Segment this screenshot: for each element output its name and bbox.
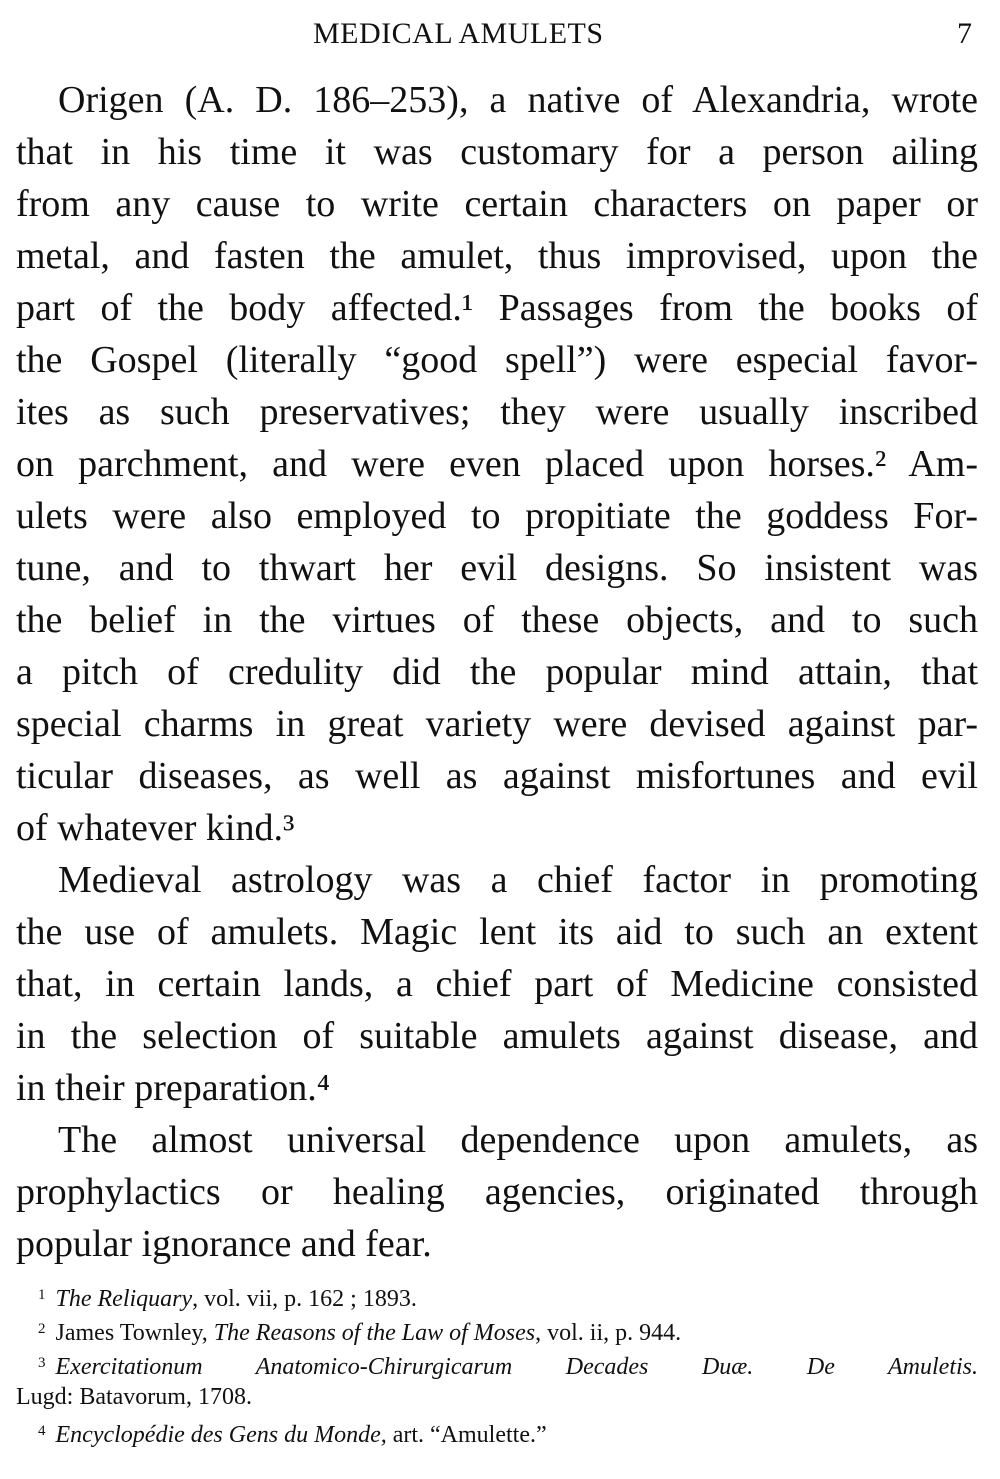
text-line: Origen (A. D. 186–253), a native of Alexandria, wrote <box>58 79 978 121</box>
text-line: a pitch of credulity did the popular mind attain, that <box>16 651 978 693</box>
text-line: on parchment, and were even placed upon horses.² Am- <box>16 443 978 485</box>
text-line: tune, and to thwart her evil designs. So insistent was <box>16 547 978 589</box>
footnote-4 <box>16 1414 978 1448</box>
footnote-marker: 2 <box>38 1321 46 1337</box>
text-line: the belief in the virtues of these objects, and to such <box>16 599 978 641</box>
text-line: prophylactics or healing agencies, originated through <box>16 1171 978 1213</box>
footnote-marker: 4 <box>38 1423 46 1439</box>
text-line: of whatever kind.³ <box>16 807 295 849</box>
body-text <box>16 74 978 1270</box>
text-line: in the selection of suitable amulets against disease, and <box>16 1015 978 1057</box>
footnote-3 <box>16 1346 978 1380</box>
footnote-text: James Townley, <box>55 1320 214 1346</box>
text-line: ulets were also employed to propitiate the goddess For- <box>16 495 978 537</box>
text-line: part of the body affected.¹ Passages from the books of <box>16 287 978 329</box>
footnote-text: The Reasons of the Law of Moses <box>213 1320 536 1346</box>
text-line: popular ignorance and fear. <box>16 1223 432 1265</box>
footnote-3-continuation: Lugd: Batavorum, 1708. <box>16 1384 252 1410</box>
running-head <box>0 14 1000 54</box>
footnote-text: Exercitationum Anatomico-Chirurgicarum Decades Duæ. De Amuletis. <box>55 1354 978 1380</box>
footnote-marker: 1 <box>38 1287 46 1303</box>
footnote-text: Encyclopédie des Gens du Monde, <box>55 1422 387 1448</box>
text-line: the use of amulets. Magic lent its aid to such an extent <box>16 911 978 953</box>
footnote-text: art. “Amulette.” <box>386 1422 547 1448</box>
paragraph-dependence <box>16 1114 978 1270</box>
text-line: ticular diseases, as well as against misfortunes and evil <box>16 755 978 797</box>
text-line: Medieval astrology was a chief factor in promoting <box>58 859 978 901</box>
text-line: the Gospel (literally “good spell”) were especial favor- <box>16 339 978 381</box>
page-number: 7 <box>957 17 972 50</box>
footnote-2 <box>16 1312 978 1346</box>
footnote-text: The Reliquary <box>55 1286 193 1312</box>
text-line: from any cause to write certain characters on paper or <box>16 183 978 225</box>
text-line: that in his time it was customary for a person ailing <box>16 131 978 173</box>
footnote-marker: 3 <box>38 1355 46 1371</box>
text-line: special charms in great variety were devised against par- <box>16 703 978 745</box>
text-line: in their preparation.⁴ <box>16 1067 330 1109</box>
footnote-1 <box>16 1278 978 1312</box>
footnote-text: , vol. ii, p. 944. <box>535 1320 682 1346</box>
paragraph-astrology <box>16 854 978 1114</box>
text-line: The almost universal dependence upon amulets, as <box>58 1119 978 1161</box>
text-line: metal, and fasten the amulet, thus improvised, upon the <box>16 235 978 277</box>
running-title: MEDICAL AMULETS <box>313 17 604 50</box>
footnotes <box>16 1278 978 1448</box>
text-line: ites as such preservatives; they were usually inscribed <box>16 391 978 433</box>
paragraph-origen <box>16 74 978 854</box>
text-line: that, in certain lands, a chief part of Medicine consisted <box>16 963 978 1005</box>
footnote-text: , vol. vii, p. 162 ; 1893. <box>192 1286 417 1312</box>
